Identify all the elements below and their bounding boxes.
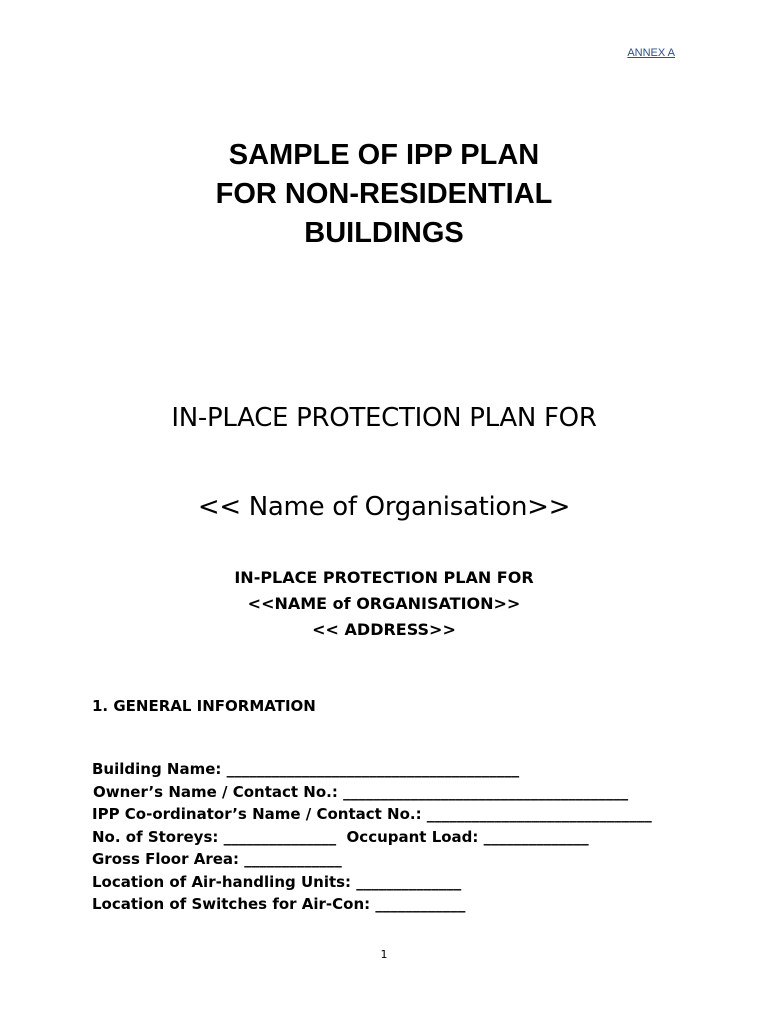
- title-line-1: SAMPLE OF IPP PLAN: [228, 139, 540, 171]
- plan-heading-line-1: IN-PLACE PROTECTION PLAN FOR: [234, 568, 534, 587]
- field-building-name[interactable]: Building Name: _______________________________________: [92, 760, 520, 778]
- document-title: [0, 136, 768, 253]
- annex-link[interactable]: ANNEX A: [627, 47, 675, 59]
- field-air-con-switches[interactable]: Location of Switches for Air-Con: ____________: [92, 895, 466, 913]
- field-owner-name-contact[interactable]: Owner’s Name / Contact No.: ______________________________________: [93, 782, 629, 801]
- plan-heading-block: [0, 565, 768, 643]
- general-information-fields: [92, 758, 652, 916]
- field-gross-floor-area[interactable]: Gross Floor Area: _____________: [92, 850, 342, 868]
- plan-heading-organisation: <<NAME of ORGANISATION>>: [247, 594, 521, 613]
- field-storeys-occupant-load[interactable]: No. of Storeys: _______________ Occupant Load: ______________: [92, 827, 589, 846]
- subtitle-plan-for: IN-PLACE PROTECTION PLAN FOR: [171, 403, 597, 433]
- field-air-handling-units[interactable]: Location of Air-handling Units: ______________: [92, 872, 462, 891]
- field-ipp-coordinator[interactable]: IPP Co-ordinator’s Name / Contact No.: ______________________________: [92, 805, 652, 823]
- title-line-3: BUILDINGS: [304, 217, 464, 249]
- plan-heading-address: << ADDRESS>>: [312, 620, 456, 639]
- subtitle-organisation-name: << Name of Organisation>>: [197, 492, 571, 522]
- page-number: 1: [380, 948, 388, 961]
- title-line-2: FOR NON-RESIDENTIAL: [215, 178, 553, 210]
- section-heading-general-information: 1. GENERAL INFORMATION: [92, 697, 316, 715]
